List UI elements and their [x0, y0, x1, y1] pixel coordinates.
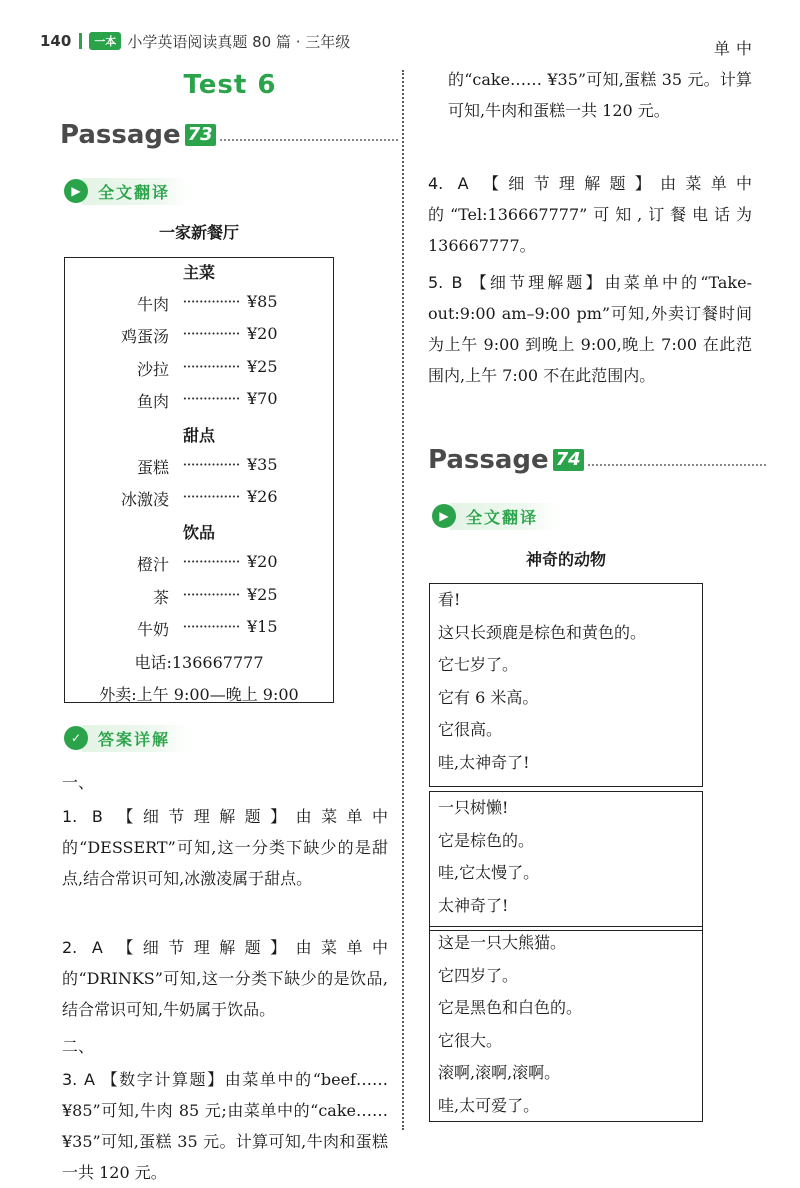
- text-line: 它是黑色和白色的。: [438, 998, 583, 1017]
- translation-title: 一家新餐厅: [158, 223, 239, 242]
- section-two-label: 二、: [62, 1037, 95, 1056]
- translation-box-giraffe: [429, 583, 703, 787]
- header-divider: [79, 33, 82, 49]
- text-line: 一只树懒!: [438, 798, 509, 817]
- menu-item: [65, 389, 333, 412]
- answer-text: 由菜单中的“Tel:136667777”可知,订餐电话为 136667777。: [428, 174, 752, 255]
- menu-dots: ··············: [182, 455, 240, 474]
- translation-section-74: [432, 502, 556, 530]
- menu-item-name: 鸡蛋汤: [120, 327, 169, 346]
- menu-item: [65, 357, 333, 380]
- text-line: 这是一只大熊猫。: [438, 933, 567, 952]
- menu-dots: ··············: [182, 292, 240, 311]
- menu-heading-drinks: 饮品: [182, 523, 215, 542]
- menu-item-name: 蛋糕: [136, 458, 169, 477]
- check-icon: ✓: [64, 726, 88, 750]
- passage-74-heading: [428, 445, 766, 475]
- menu-item-name: 茶: [152, 588, 169, 607]
- answer-number: 4. A: [428, 174, 469, 193]
- menu-item-name: 沙拉: [136, 360, 169, 379]
- answer-2: [62, 932, 388, 1025]
- answer-4: [428, 168, 752, 261]
- question-type: 【细节理解题】: [483, 174, 661, 193]
- menu-translation-box: [64, 257, 334, 703]
- translation-section-73: [64, 177, 188, 205]
- menu-phone: 电话:136667777: [134, 653, 264, 672]
- menu-item-name: 鱼肉: [136, 392, 169, 411]
- answer-1: [62, 801, 388, 894]
- menu-item-price: ¥25: [247, 585, 278, 604]
- test-title: Test 6: [183, 70, 277, 100]
- menu-dots: ··············: [182, 617, 240, 636]
- menu-item-name: 橙汁: [136, 555, 169, 574]
- menu-item: [65, 455, 333, 478]
- text-line: 它很高。: [438, 720, 503, 739]
- menu-item-price: ¥25: [247, 357, 278, 376]
- answer-3-part1: [62, 1064, 388, 1182]
- text-line: 看!: [438, 590, 461, 609]
- heading-dots: [588, 464, 766, 466]
- play-icon: ▶: [432, 504, 456, 528]
- question-type: 【数字计算题】: [101, 1070, 225, 1089]
- text-line: 它七岁了。: [438, 655, 519, 674]
- menu-dots: ··············: [182, 389, 240, 408]
- answer-text: 由菜单中的“Take-out:9:00 am–9:00 pm”可知,外卖订餐时间为上午 9:00 到晚上 9:00,晚上 7:00 在此范围内,上午 7:00 不在此范围内。: [428, 273, 752, 385]
- answer-number: 2. A: [62, 938, 103, 957]
- question-type: 【细节理解题】: [117, 938, 296, 957]
- passage-label: Passage: [60, 120, 181, 150]
- menu-item: [65, 585, 333, 608]
- translation-label: 全文翻译: [82, 178, 188, 205]
- menu-item-price: ¥85: [247, 292, 278, 311]
- answer-3-continued: 单中的“cake…… ¥35”可知,蛋糕 35 元。计算可知,牛肉和蛋糕一共 120 元。: [448, 39, 752, 120]
- menu-item: [65, 617, 333, 640]
- answer-number: 1. B: [62, 807, 103, 826]
- answer-label: 答案详解: [82, 725, 188, 752]
- menu-dots: ··············: [182, 324, 240, 343]
- menu-heading-dessert: 甜点: [182, 426, 215, 445]
- menu-item-name: 牛肉: [136, 295, 169, 314]
- text-line: 它四岁了。: [438, 965, 519, 985]
- translation-title: 神奇的动物: [525, 550, 606, 569]
- text-line: 哇,它太慢了。: [438, 863, 540, 882]
- text-line: 它是棕色的。: [438, 830, 535, 850]
- section-one-label: 一、: [62, 773, 95, 792]
- menu-dots: ··············: [182, 552, 240, 571]
- menu-item-price: ¥70: [247, 389, 278, 408]
- menu-item-name: 牛奶: [136, 620, 169, 639]
- column-divider: [402, 70, 404, 1130]
- menu-item: [65, 324, 333, 347]
- menu-item-name: 冰激凌: [120, 490, 169, 509]
- answer-number: 3. A: [62, 1070, 95, 1089]
- question-type: 【细节理解题】: [470, 273, 605, 292]
- answer-number: 5. B: [428, 273, 463, 292]
- menu-dots: ··············: [182, 585, 240, 604]
- question-type: 【细节理解题】: [117, 807, 296, 826]
- text-line: 它有 6 米高。: [438, 687, 539, 707]
- passage-number: 73: [185, 124, 216, 146]
- text-line: 太神奇了!: [438, 895, 509, 915]
- translation-box-sloth: [429, 791, 703, 931]
- menu-item-price: ¥35: [247, 455, 278, 474]
- text-line: 这只长颈鹿是棕色和黄色的。: [438, 622, 647, 642]
- menu-takeout: 外卖:上午 9:00—晚上 9:00: [99, 685, 299, 704]
- text-line: 哇,太可爱了。: [438, 1095, 540, 1115]
- menu-dots: ··············: [182, 357, 240, 376]
- menu-item-price: ¥26: [247, 487, 278, 506]
- passage-label: Passage: [428, 445, 549, 475]
- answer-text: 由菜单中的“beef…… ¥85”可知,牛肉 85 元;由菜单中的“cake…… ¥35”可知,蛋糕 35 元。计算可知,牛肉和蛋糕一共 120 元。: [62, 1070, 388, 1182]
- answer-text: 由菜单中的“DRINKS”可知,这一分类下缺少的是饮品,结合常识可知,牛奶属于饮品。: [62, 938, 388, 1019]
- text-line: 滚啊,滚啊,滚啊。: [438, 1063, 561, 1082]
- menu-item: [65, 487, 333, 510]
- book-logo: 一本: [89, 32, 121, 50]
- play-icon: ▶: [64, 179, 88, 203]
- text-line: 它很大。: [438, 1030, 503, 1050]
- answer-5: [428, 267, 752, 391]
- translation-box-panda: [429, 926, 703, 1122]
- translation-label: 全文翻译: [450, 503, 556, 530]
- page-number: 140: [40, 32, 72, 50]
- menu-heading-main: 主菜: [182, 263, 215, 282]
- menu-item-price: ¥20: [247, 324, 278, 343]
- text-line: 哇,太神奇了!: [438, 752, 530, 772]
- menu-item-price: ¥15: [247, 617, 278, 636]
- answer-section-73: [64, 724, 188, 752]
- heading-dots: [220, 139, 398, 141]
- menu-item: [65, 292, 333, 315]
- book-title: 小学英语阅读真题 80 篇 · 三年级: [127, 32, 351, 51]
- menu-item: [65, 552, 333, 575]
- answer-text: 由菜单中的“DESSERT”可知,这一分类下缺少的是甜点,结合常识可知,冰激凌属于甜点。: [62, 807, 388, 888]
- menu-dots: ··············: [182, 487, 240, 506]
- menu-item-price: ¥20: [247, 552, 278, 571]
- passage-number: 74: [553, 449, 584, 471]
- passage-73-heading: [60, 120, 398, 150]
- page-header: [40, 30, 350, 52]
